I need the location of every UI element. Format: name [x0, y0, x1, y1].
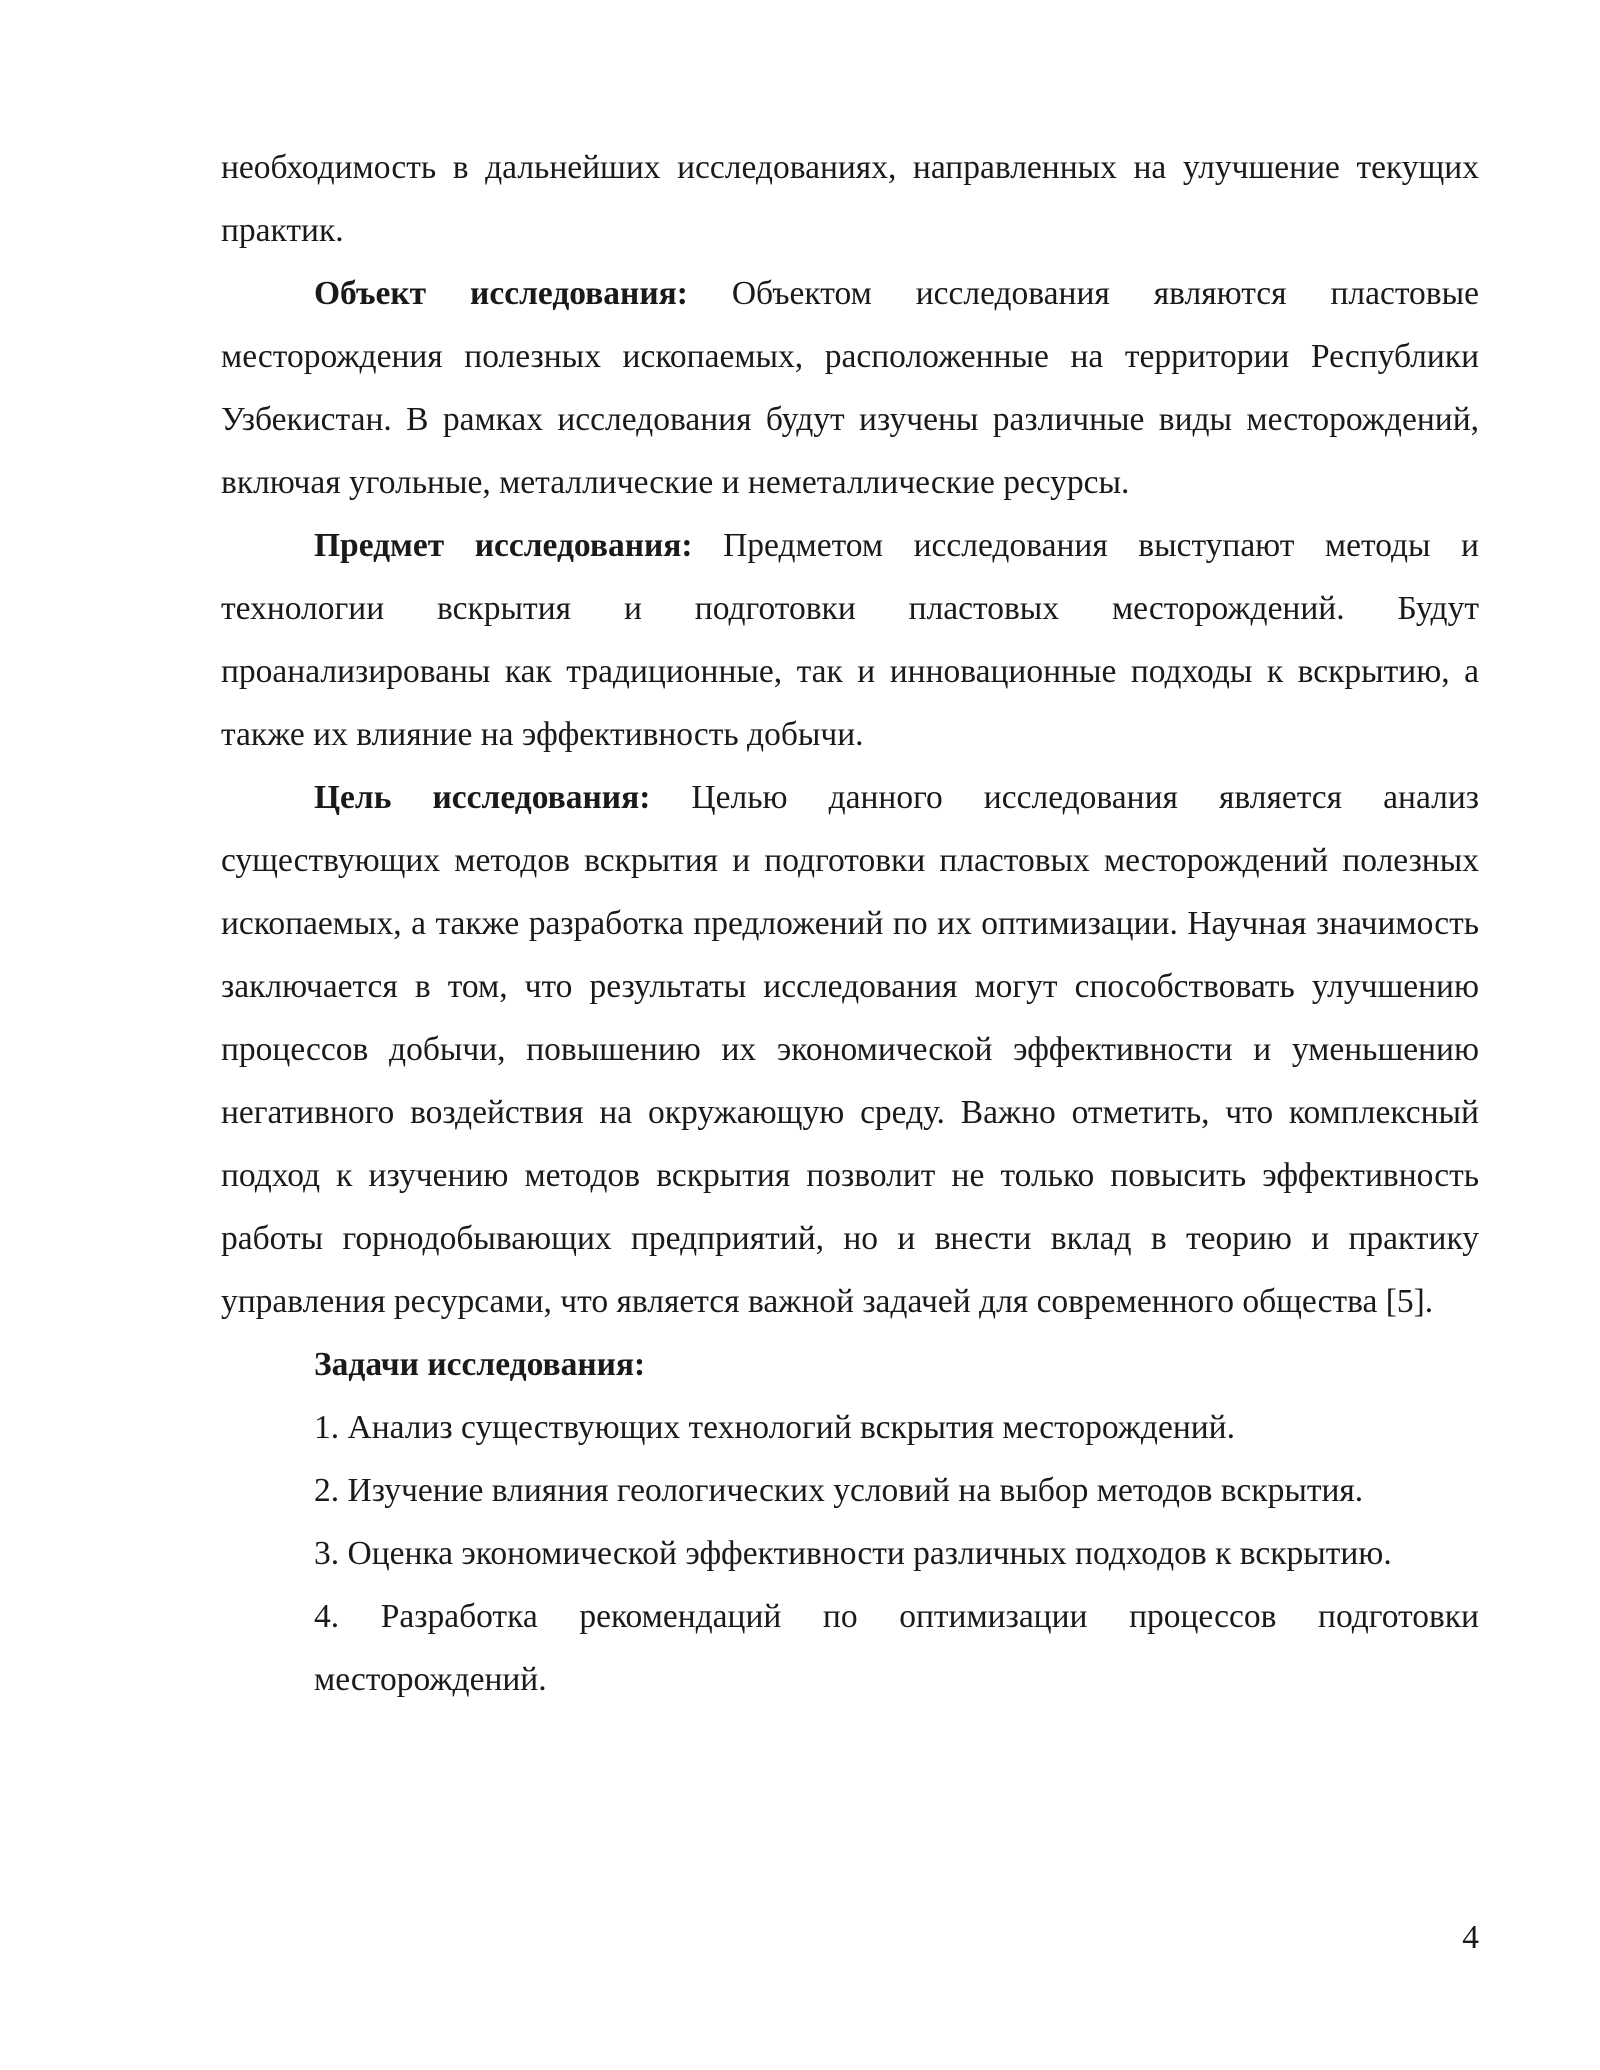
- task-item-4: 4. Разработка рекомендаций по оптимизации процессов подготовки месторождений.: [314, 1598, 1479, 1698]
- goal-text: Целью данного исследования является анализ существующих методов вскрытия и подготовки пластовых месторождений полезных ископаемых, а также разработка предложений по их оптимизации. Научная значимость заключается в том, что результаты исследования могут способствовать улучшению процессов добычи, повышению их экономической эффективности и уменьшению негативного воздействия на окружающую среду. Важно отметить, что комплексный подход к изучению методов вскрытия позволит не только повысить эффективность работы горнодобывающих предприятий, но и внести вклад в теорию и практику управления ресурсами, что является важной задачей для современного общества [5].: [221, 779, 1479, 1320]
- opening-paragraph: [221, 136, 1479, 262]
- opening-text: необходимость в дальнейших исследованиях, направленных на улучшение текущих практик.: [221, 149, 1479, 249]
- task-item-3: 3. Оценка экономической эффективности различных подходов к вскрытию.: [314, 1535, 1392, 1572]
- subject-paragraph: [221, 514, 1479, 766]
- goal-label: Цель исследования:: [314, 779, 651, 816]
- page-number: 4: [1462, 1919, 1479, 1956]
- task-item-2: 2. Изучение влияния геологических условий на выбор методов вскрытия.: [314, 1472, 1364, 1509]
- subject-text: Предметом исследования выступают методы и технологии вскрытия и подготовки пластовых месторождений. Будут проанализированы как традиционные, так и инновационные подходы к вскрытию, а также их влияние на эффективность добычи.: [221, 527, 1479, 753]
- goal-paragraph: [221, 766, 1479, 1333]
- tasks-heading: Задачи исследования:: [314, 1346, 646, 1383]
- object-text: Объектом исследования являются пластовые месторождения полезных ископаемых, расположенные на территории Республики Узбекистан. В рамках исследования будут изучены различные виды месторождений, включая угольные, металлические и неметаллические ресурсы.: [221, 275, 1479, 501]
- subject-label: Предмет исследования:: [314, 527, 693, 564]
- object-paragraph: [221, 262, 1479, 514]
- object-label: Объект исследования:: [314, 275, 688, 312]
- document-page: [221, 136, 1479, 1711]
- task-item-1: 1. Анализ существующих технологий вскрытия месторождений.: [314, 1409, 1235, 1446]
